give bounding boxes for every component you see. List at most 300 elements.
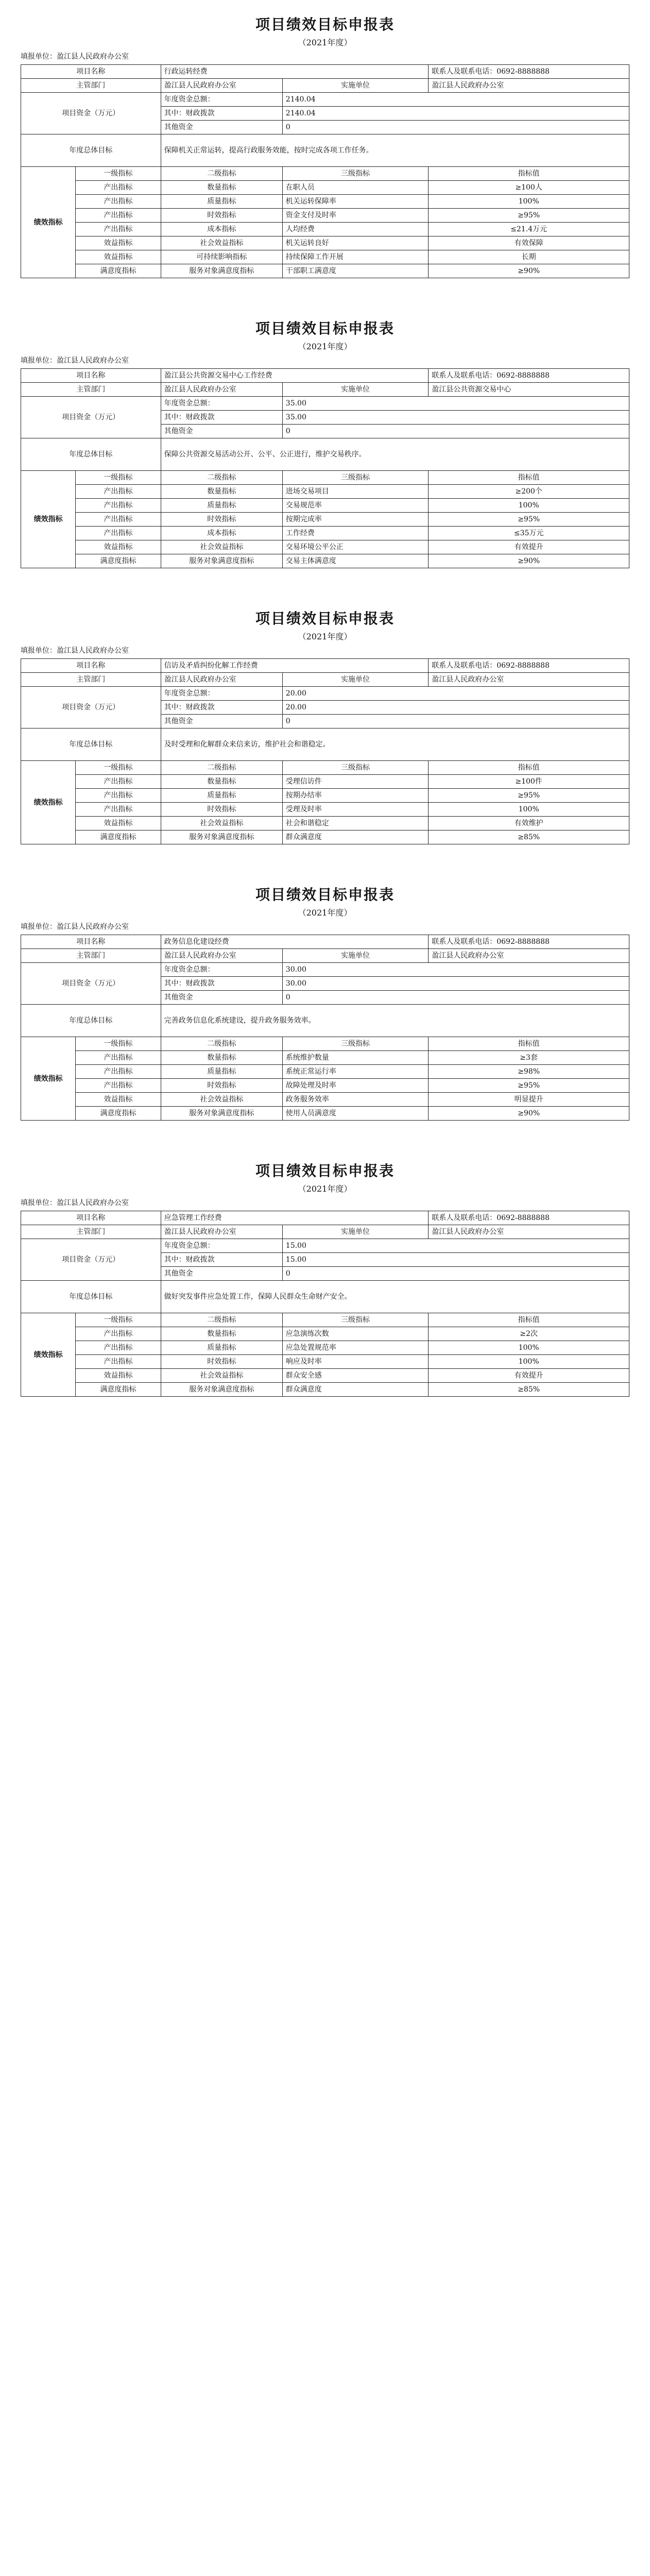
indicator-row [21, 181, 629, 195]
form-table [21, 1211, 629, 1397]
indicator-name: 持续保障工作开展 [282, 250, 428, 264]
indicator-level2: 社会效益指标 [161, 1369, 282, 1383]
indicator-name: 受理信访件 [282, 775, 428, 789]
project-name-label: 项目名称 [21, 935, 161, 949]
dept-row [21, 79, 629, 93]
other-funds-value: 0 [282, 425, 629, 438]
indicator-value: ≥100件 [429, 775, 629, 789]
indicator-value: 100% [429, 1355, 629, 1369]
funds-label: 项目资金（万元） [21, 93, 161, 134]
value-header: 指标值 [429, 761, 629, 775]
indicator-level1: 满意度指标 [76, 831, 161, 844]
form-year: （2021年度） [298, 908, 352, 918]
indicator-level1: 产出指标 [76, 1051, 161, 1065]
form-table [21, 658, 629, 844]
goal-value: 及时受理和化解群众来信来访，维护社会和谐稳定。 [161, 728, 629, 761]
executor-value: 盈江县人民政府办公室 [429, 949, 629, 963]
form-spacer [21, 1121, 629, 1141]
indicator-name: 系统维护数量 [282, 1051, 428, 1065]
form-table [21, 935, 629, 1121]
indicator-header [21, 761, 629, 775]
indicator-name: 响应及时率 [282, 1355, 428, 1369]
project-row [21, 65, 629, 79]
funds-row [21, 93, 629, 107]
form-title: 项目绩效目标申报表 [255, 320, 395, 337]
indicator-value: ≤21.4万元 [429, 223, 629, 236]
dept-value: 盈江县人民政府办公室 [161, 79, 282, 93]
total-funds-label: 年度资金总额： [161, 1239, 282, 1253]
financial-funds-value: 15.00 [282, 1253, 629, 1267]
indicator-level1: 效益指标 [76, 1093, 161, 1107]
indicator-value: ≥90% [429, 554, 629, 568]
indicator-level1: 满意度指标 [76, 1383, 161, 1397]
indicator-row [21, 1327, 629, 1341]
funds-row [21, 397, 629, 411]
dept-value: 盈江县人民政府办公室 [161, 383, 282, 397]
indicator-value: 有效维护 [429, 817, 629, 831]
indicator-level1: 效益指标 [76, 236, 161, 250]
indicator-level1: 效益指标 [76, 250, 161, 264]
indicator-value: 有效提升 [429, 1369, 629, 1383]
project-row [21, 369, 629, 383]
indicator-level2: 社会效益指标 [161, 236, 282, 250]
indicator-name: 在职人员 [282, 181, 428, 195]
total-funds-label: 年度资金总额： [161, 397, 282, 411]
indicator-name: 交易规范率 [282, 499, 428, 513]
indicator-row [21, 1079, 629, 1093]
indicator-row [21, 1065, 629, 1079]
filing-unit: 填报单位：盈江县人民政府办公室 [21, 1199, 129, 1207]
project-name-label: 项目名称 [21, 1211, 161, 1225]
executor-value: 盈江县公共资源交易中心 [429, 383, 629, 397]
indicator-value: ≥95% [429, 789, 629, 803]
indicator-level2: 质量指标 [161, 789, 282, 803]
performance-form [0, 0, 650, 304]
form-title: 项目绩效目标申报表 [255, 16, 395, 33]
project-name-label: 项目名称 [21, 65, 161, 79]
indicator-name: 交易主体满意度 [282, 554, 428, 568]
goal-value: 做好突发事件应急处置工作，保障人民群众生命财产安全。 [161, 1281, 629, 1313]
indicator-name: 交易环境公平公正 [282, 540, 428, 554]
indicator-level1: 产出指标 [76, 1065, 161, 1079]
indicator-name: 工作经费 [282, 527, 428, 540]
indicator-row [21, 789, 629, 803]
level3-header: 三级指标 [282, 1037, 428, 1051]
goal-label: 年度总体目标 [21, 134, 161, 167]
indicator-level2: 数量指标 [161, 1327, 282, 1341]
indicator-name: 按期办结率 [282, 789, 428, 803]
funds-label: 项目资金（万元） [21, 1239, 161, 1281]
indicator-level1: 产出指标 [76, 789, 161, 803]
indicator-row [21, 264, 629, 278]
level2-header: 二级指标 [161, 1313, 282, 1327]
indicator-level2: 可持续影响指标 [161, 250, 282, 264]
dept-row [21, 383, 629, 397]
total-funds-value: 15.00 [282, 1239, 629, 1253]
indicator-level1: 产出指标 [76, 499, 161, 513]
indicator-level1: 产出指标 [76, 1355, 161, 1369]
project-name-value: 信访及矛盾纠纷化解工作经费 [161, 659, 429, 673]
indicator-value: ≥95% [429, 1079, 629, 1093]
dept-value: 盈江县人民政府办公室 [161, 949, 282, 963]
performance-form [0, 594, 650, 870]
indicator-level2: 服务对象满意度指标 [161, 554, 282, 568]
indicator-section-label: 绩效指标 [21, 761, 76, 844]
dept-label: 主管部门 [21, 673, 161, 687]
executor-label: 实施单位 [282, 1225, 428, 1239]
form-title: 项目绩效目标申报表 [255, 1162, 395, 1179]
financial-funds-value: 2140.04 [282, 107, 629, 121]
executor-label: 实施单位 [282, 79, 428, 93]
indicator-row [21, 209, 629, 223]
funds-label: 项目资金（万元） [21, 963, 161, 1005]
indicator-name: 应急处置规范率 [282, 1341, 428, 1355]
indicator-row [21, 223, 629, 236]
total-funds-label: 年度资金总额： [161, 687, 282, 701]
indicator-level1: 产出指标 [76, 209, 161, 223]
goal-label: 年度总体目标 [21, 1281, 161, 1313]
project-row [21, 935, 629, 949]
project-name-value: 政务信息化建设经费 [161, 935, 429, 949]
indicator-value: ≥90% [429, 1107, 629, 1121]
executor-label: 实施单位 [282, 949, 428, 963]
indicator-value: 100% [429, 195, 629, 209]
total-funds-label: 年度资金总额： [161, 963, 282, 977]
other-funds-label: 其他资金 [161, 1267, 282, 1281]
indicator-row [21, 527, 629, 540]
indicator-name: 机关运转良好 [282, 236, 428, 250]
indicator-name: 受理及时率 [282, 803, 428, 817]
indicator-value: 明显提升 [429, 1093, 629, 1107]
indicator-level2: 数量指标 [161, 775, 282, 789]
indicator-row [21, 540, 629, 554]
goal-row [21, 728, 629, 761]
funds-row [21, 687, 629, 701]
indicator-level1: 产出指标 [76, 1079, 161, 1093]
goal-row [21, 1281, 629, 1313]
dept-value: 盈江县人民政府办公室 [161, 1225, 282, 1239]
goal-row [21, 134, 629, 167]
indicator-row [21, 485, 629, 499]
value-header: 指标值 [429, 471, 629, 485]
total-funds-value: 2140.04 [282, 93, 629, 107]
indicator-level2: 时效指标 [161, 1355, 282, 1369]
indicator-level1: 产出指标 [76, 513, 161, 527]
indicator-level1: 效益指标 [76, 540, 161, 554]
contact-value: 联系人及联系电话：0692-8888888 [429, 65, 629, 79]
indicator-level1: 效益指标 [76, 817, 161, 831]
indicator-row [21, 1107, 629, 1121]
indicator-level2: 服务对象满意度指标 [161, 831, 282, 844]
dept-label: 主管部门 [21, 1225, 161, 1239]
indicator-row [21, 1051, 629, 1065]
total-funds-value: 30.00 [282, 963, 629, 977]
financial-funds-value: 30.00 [282, 977, 629, 991]
indicator-row [21, 817, 629, 831]
funds-label: 项目资金（万元） [21, 397, 161, 438]
level3-header: 三级指标 [282, 761, 428, 775]
filing-unit: 填报单位：盈江县人民政府办公室 [21, 647, 129, 655]
indicator-value: 100% [429, 1341, 629, 1355]
indicator-level2: 质量指标 [161, 1065, 282, 1079]
level2-header: 二级指标 [161, 1037, 282, 1051]
indicator-value: ≥98% [429, 1065, 629, 1079]
indicator-level1: 产出指标 [76, 527, 161, 540]
project-name-value: 应急管理工作经费 [161, 1211, 429, 1225]
level3-header: 三级指标 [282, 1313, 428, 1327]
indicator-value: ≥95% [429, 513, 629, 527]
total-funds-value: 20.00 [282, 687, 629, 701]
indicator-level2: 时效指标 [161, 803, 282, 817]
indicator-row [21, 803, 629, 817]
form-title: 项目绩效目标申报表 [255, 886, 395, 903]
dept-label: 主管部门 [21, 949, 161, 963]
executor-label: 实施单位 [282, 383, 428, 397]
goal-value: 保障公共资源交易活动公开、公平、公正进行，维护交易秩序。 [161, 438, 629, 471]
funds-label: 项目资金（万元） [21, 687, 161, 728]
indicator-name: 干部职工满意度 [282, 264, 428, 278]
goal-row [21, 1005, 629, 1037]
dept-row [21, 1225, 629, 1239]
goal-row [21, 438, 629, 471]
other-funds-value: 0 [282, 121, 629, 134]
executor-label: 实施单位 [282, 673, 428, 687]
total-funds-label: 年度资金总额： [161, 93, 282, 107]
contact-value: 联系人及联系电话：0692-8888888 [429, 935, 629, 949]
indicator-value: ≥90% [429, 264, 629, 278]
indicator-level1: 产出指标 [76, 181, 161, 195]
form-title: 项目绩效目标申报表 [255, 610, 395, 627]
performance-form [0, 870, 650, 1146]
indicator-level2: 社会效益指标 [161, 817, 282, 831]
value-header: 指标值 [429, 1313, 629, 1327]
level3-header: 三级指标 [282, 167, 428, 181]
executor-value: 盈江县人民政府办公室 [429, 79, 629, 93]
indicator-header [21, 1037, 629, 1051]
dept-label: 主管部门 [21, 383, 161, 397]
filing-unit: 填报单位：盈江县人民政府办公室 [21, 357, 129, 365]
funds-row [21, 963, 629, 977]
indicator-level2: 质量指标 [161, 499, 282, 513]
indicator-name: 群众满意度 [282, 1383, 428, 1397]
form-year: （2021年度） [298, 342, 352, 351]
indicator-section-label: 绩效指标 [21, 471, 76, 568]
form-year: （2021年度） [298, 1184, 352, 1194]
indicator-level2: 数量指标 [161, 1051, 282, 1065]
goal-label: 年度总体目标 [21, 1005, 161, 1037]
indicator-value: ≥200个 [429, 485, 629, 499]
form-year: （2021年度） [298, 632, 352, 641]
form-spacer [21, 278, 629, 299]
indicator-name: 系统正常运行率 [282, 1065, 428, 1079]
dept-row [21, 673, 629, 687]
financial-funds-value: 20.00 [282, 701, 629, 715]
level3-header: 三级指标 [282, 471, 428, 485]
indicator-level1: 产出指标 [76, 195, 161, 209]
indicator-row [21, 775, 629, 789]
other-funds-value: 0 [282, 1267, 629, 1281]
performance-form [0, 304, 650, 594]
indicator-row [21, 1369, 629, 1383]
level1-header: 一级指标 [76, 167, 161, 181]
indicator-name: 故障处理及时率 [282, 1079, 428, 1093]
indicator-header [21, 1313, 629, 1327]
indicator-header [21, 471, 629, 485]
indicator-row [21, 1093, 629, 1107]
project-name-value: 行政运转经费 [161, 65, 429, 79]
financial-funds-value: 35.00 [282, 411, 629, 425]
project-row [21, 1211, 629, 1225]
level2-header: 二级指标 [161, 167, 282, 181]
indicator-level2: 数量指标 [161, 485, 282, 499]
indicator-level1: 满意度指标 [76, 554, 161, 568]
indicator-level1: 满意度指标 [76, 1107, 161, 1121]
dept-label: 主管部门 [21, 79, 161, 93]
performance-form [0, 1146, 650, 1422]
dept-value: 盈江县人民政府办公室 [161, 673, 282, 687]
indicator-row [21, 1383, 629, 1397]
indicator-level1: 产出指标 [76, 1327, 161, 1341]
indicator-level2: 社会效益指标 [161, 540, 282, 554]
indicator-name: 进场交易项目 [282, 485, 428, 499]
other-funds-value: 0 [282, 991, 629, 1005]
form-table [21, 64, 629, 278]
indicator-section-label: 绩效指标 [21, 1313, 76, 1397]
indicator-level2: 时效指标 [161, 209, 282, 223]
indicator-value: ≥85% [429, 831, 629, 844]
project-row [21, 659, 629, 673]
value-header: 指标值 [429, 1037, 629, 1051]
contact-value: 联系人及联系电话：0692-8888888 [429, 1211, 629, 1225]
indicator-name: 社会和谐稳定 [282, 817, 428, 831]
indicator-level2: 成本指标 [161, 223, 282, 236]
indicator-value: 100% [429, 499, 629, 513]
indicator-row [21, 499, 629, 513]
goal-value: 保障机关正常运转，提高行政服务效能，按时完成各项工作任务。 [161, 134, 629, 167]
form-spacer [21, 844, 629, 865]
indicator-level1: 满意度指标 [76, 264, 161, 278]
indicator-row [21, 195, 629, 209]
indicator-level2: 质量指标 [161, 195, 282, 209]
indicator-row [21, 831, 629, 844]
indicator-section-label: 绩效指标 [21, 1037, 76, 1121]
indicator-value: 100% [429, 803, 629, 817]
indicator-level1: 产出指标 [76, 1341, 161, 1355]
project-name-label: 项目名称 [21, 659, 161, 673]
other-funds-label: 其他资金 [161, 121, 282, 134]
level1-header: 一级指标 [76, 1313, 161, 1327]
financial-funds-label: 其中：财政拨款 [161, 977, 282, 991]
indicator-value: ≥100人 [429, 181, 629, 195]
indicator-level2: 服务对象满意度指标 [161, 1383, 282, 1397]
funds-row [21, 1239, 629, 1253]
form-spacer [21, 1397, 629, 1417]
financial-funds-label: 其中：财政拨款 [161, 701, 282, 715]
indicator-level1: 产出指标 [76, 803, 161, 817]
indicator-name: 机关运转保障率 [282, 195, 428, 209]
indicator-name: 按期完成率 [282, 513, 428, 527]
contact-value: 联系人及联系电话：0692-8888888 [429, 369, 629, 383]
indicator-value: ≥2次 [429, 1327, 629, 1341]
financial-funds-label: 其中：财政拨款 [161, 1253, 282, 1267]
indicator-value: ≥95% [429, 209, 629, 223]
indicator-row [21, 513, 629, 527]
indicator-name: 政务服务效率 [282, 1093, 428, 1107]
indicator-section-label: 绩效指标 [21, 167, 76, 278]
goal-value: 完善政务信息化系统建设，提升政务服务效率。 [161, 1005, 629, 1037]
other-funds-label: 其他资金 [161, 991, 282, 1005]
other-funds-label: 其他资金 [161, 715, 282, 728]
indicator-row [21, 1355, 629, 1369]
goal-label: 年度总体目标 [21, 728, 161, 761]
indicator-row [21, 1341, 629, 1355]
indicator-value: 有效提升 [429, 540, 629, 554]
indicator-name: 应急演练次数 [282, 1327, 428, 1341]
contact-value: 联系人及联系电话：0692-8888888 [429, 659, 629, 673]
goal-label: 年度总体目标 [21, 438, 161, 471]
indicator-row [21, 236, 629, 250]
indicator-level2: 数量指标 [161, 181, 282, 195]
project-name-value: 盈江县公共资源交易中心工作经费 [161, 369, 429, 383]
level2-header: 二级指标 [161, 761, 282, 775]
indicator-level2: 时效指标 [161, 1079, 282, 1093]
filing-unit: 填报单位：盈江县人民政府办公室 [21, 923, 129, 931]
indicator-name: 群众满意度 [282, 831, 428, 844]
indicator-value: 长期 [429, 250, 629, 264]
executor-value: 盈江县人民政府办公室 [429, 1225, 629, 1239]
indicator-level1: 产出指标 [76, 223, 161, 236]
filing-unit: 填报单位：盈江县人民政府办公室 [21, 53, 129, 61]
form-spacer [21, 568, 629, 589]
level1-header: 一级指标 [76, 471, 161, 485]
total-funds-value: 35.00 [282, 397, 629, 411]
indicator-row [21, 554, 629, 568]
form-table [21, 368, 629, 568]
form-year: （2021年度） [298, 38, 352, 47]
indicator-header [21, 167, 629, 181]
indicator-level2: 成本指标 [161, 527, 282, 540]
indicator-row [21, 250, 629, 264]
indicator-name: 人均经费 [282, 223, 428, 236]
indicator-name: 使用人员满意度 [282, 1107, 428, 1121]
indicator-level2: 服务对象满意度指标 [161, 264, 282, 278]
indicator-value: ≥85% [429, 1383, 629, 1397]
financial-funds-label: 其中：财政拨款 [161, 107, 282, 121]
indicator-value: 有效保障 [429, 236, 629, 250]
indicator-level2: 社会效益指标 [161, 1093, 282, 1107]
indicator-level2: 时效指标 [161, 513, 282, 527]
other-funds-value: 0 [282, 715, 629, 728]
project-name-label: 项目名称 [21, 369, 161, 383]
financial-funds-label: 其中：财政拨款 [161, 411, 282, 425]
level1-header: 一级指标 [76, 1037, 161, 1051]
level2-header: 二级指标 [161, 471, 282, 485]
indicator-level1: 产出指标 [76, 485, 161, 499]
indicator-level2: 服务对象满意度指标 [161, 1107, 282, 1121]
indicator-level2: 质量指标 [161, 1341, 282, 1355]
indicator-value: ≤35万元 [429, 527, 629, 540]
indicator-level1: 效益指标 [76, 1369, 161, 1383]
other-funds-label: 其他资金 [161, 425, 282, 438]
value-header: 指标值 [429, 167, 629, 181]
executor-value: 盈江县人民政府办公室 [429, 673, 629, 687]
indicator-name: 资金支付及时率 [282, 209, 428, 223]
indicator-level1: 产出指标 [76, 775, 161, 789]
dept-row [21, 949, 629, 963]
indicator-name: 群众安全感 [282, 1369, 428, 1383]
indicator-value: ≥3套 [429, 1051, 629, 1065]
level1-header: 一级指标 [76, 761, 161, 775]
